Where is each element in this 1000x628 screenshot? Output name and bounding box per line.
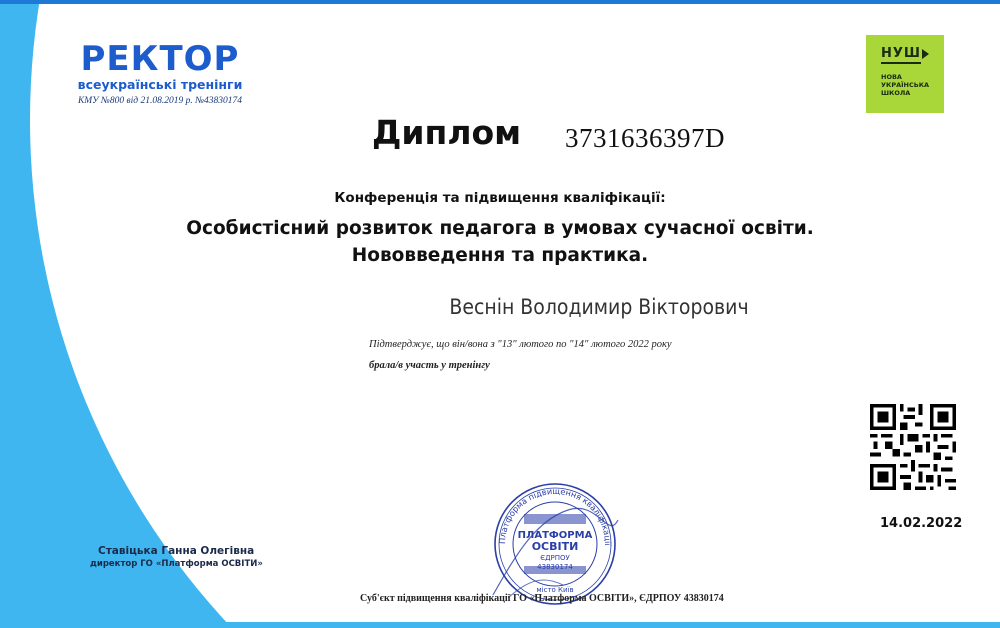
nush-text-line2: УКРАЇНСЬКА: [881, 81, 930, 89]
conference-title-line2: Нововведення та практика.: [351, 245, 649, 266]
logo-title: РЕКТОР: [80, 39, 240, 79]
recipient-name: Веснін Володимир Вікторович: [449, 295, 749, 319]
stamp-center-line4: 43830174: [537, 563, 573, 571]
diploma-title: Диплом: [372, 113, 522, 152]
stamp-city: місто Київ: [536, 586, 574, 594]
stamp-ring-text: Платформа підвищення кваліфікації: [496, 485, 614, 546]
confirmation-text: Підтверджує, що він/вона з "13" лютого по "14" лютого 2022 року: [369, 339, 672, 350]
nush-logo: [866, 35, 944, 113]
issue-date: 14.02.2022: [880, 516, 963, 531]
signer-name: Ставіцька Ганна Олегівна: [98, 545, 255, 557]
stamp-center-line2: ОСВІТИ: [531, 540, 579, 553]
nush-text-line3: ШКОЛА: [881, 89, 911, 97]
rektor-logo: [60, 40, 260, 106]
subject-footer: Суб'єкт підвищення кваліфікації ГО «Платформа ОСВІТИ», ЄДРПОУ 43830174: [360, 593, 724, 604]
arrow-icon: [922, 49, 929, 59]
stamp-center-line3: ЄДРПОУ: [540, 554, 570, 562]
official-stamp: [488, 480, 623, 608]
conference-label: Конференція та підвищення кваліфікації:: [334, 190, 666, 206]
nush-logo-title: НУШ: [881, 47, 921, 64]
stamp-center-line1: ПЛАТФОРМА: [517, 530, 593, 541]
signer-role: директор ГО «Платформа ОСВІТИ»: [90, 559, 263, 569]
participation-text: брала/в участь у тренінгу: [369, 360, 490, 371]
logo-subtitle: всеукраїнські тренінги: [77, 77, 243, 92]
qr-code-icon: [866, 400, 960, 494]
nush-logo-text: [881, 73, 929, 97]
conference-title-line1: Особистісний розвиток педагога в умовах сучасної освіти.: [186, 218, 814, 239]
diploma-number: 3731636397D: [565, 123, 725, 153]
logo-registration: КМУ №800 від 21.08.2019 р. №43830174: [77, 96, 243, 106]
nush-text-line1: НОВА: [881, 73, 902, 81]
bottom-border: [0, 622, 1000, 628]
top-border: [0, 0, 1000, 4]
